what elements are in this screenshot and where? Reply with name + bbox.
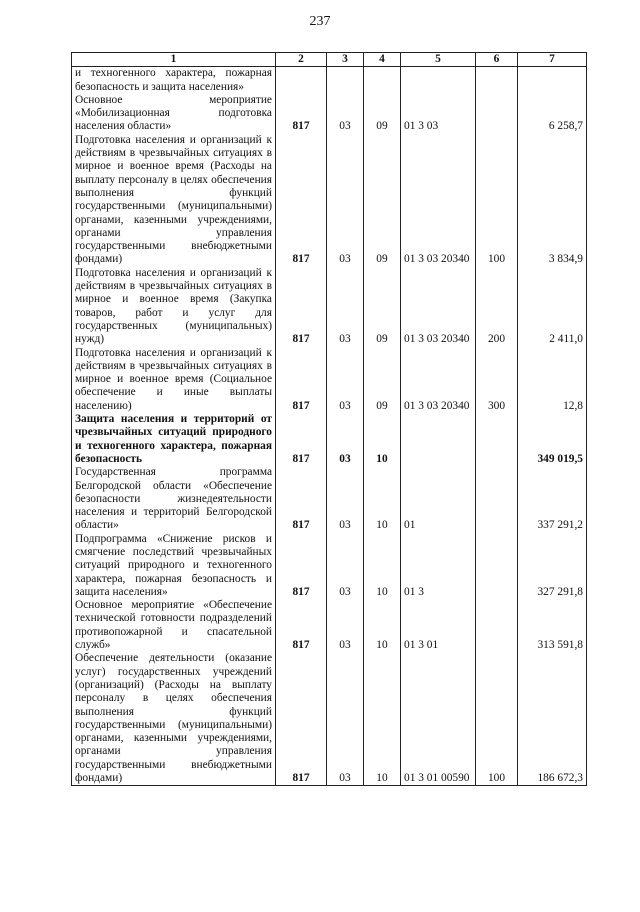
row-vr-cell [476, 413, 518, 466]
row-csr-cell: 01 3 [401, 533, 476, 599]
row-vr-cell [476, 67, 518, 94]
row-sum-cell: 2 411,0 [518, 267, 587, 347]
row-name-cell: Обеспечение деятельности (оказание услуг) государственных учреждений (организаций) (Расходы на выплату персоналу в целях обеспечения выполнения функций государственными (муниципальными) органами, казенными учреждениями, органами управления государственными внебюджетными фондами) [72, 652, 276, 785]
row-pr-cell: 10 [364, 599, 401, 652]
table-row [72, 94, 587, 134]
table-header-row [72, 53, 587, 67]
row-pr-cell: 10 [364, 466, 401, 532]
row-gr-cell: 817 [276, 134, 327, 267]
table-row [72, 67, 587, 94]
row-name-cell: Подготовка населения и организаций к действиям в чрезвычайных ситуациях в мирное и военное время (Закупка товаров, работ и услуг для государственных (муниципальных) нужд) [72, 267, 276, 347]
table-row [72, 533, 587, 599]
table-row [72, 267, 587, 347]
row-sum-cell: 327 291,8 [518, 533, 587, 599]
row-csr-cell: 01 3 03 20340 [401, 267, 476, 347]
row-pr-cell: 09 [364, 94, 401, 134]
row-pr-cell: 10 [364, 413, 401, 466]
table-row [72, 599, 587, 652]
row-rz-cell [327, 67, 364, 94]
column-header: 6 [476, 53, 518, 67]
row-rz-cell: 03 [327, 267, 364, 347]
row-gr-cell: 817 [276, 466, 327, 532]
page-number: 237 [309, 14, 331, 29]
row-csr-cell: 01 3 01 00590 [401, 652, 476, 785]
row-sum-cell: 313 591,8 [518, 599, 587, 652]
row-sum-cell [518, 67, 587, 94]
row-vr-cell: 200 [476, 267, 518, 347]
row-rz-cell: 03 [327, 347, 364, 413]
column-header: 1 [72, 53, 276, 67]
table-row [72, 413, 587, 466]
row-pr-cell [364, 67, 401, 94]
row-vr-cell: 100 [476, 652, 518, 785]
row-vr-cell: 100 [476, 134, 518, 267]
row-csr-cell: 01 [401, 466, 476, 532]
budget-table [71, 52, 587, 786]
row-name-cell: Государственная программа Белгородской области «Обеспечение безопасности жизнедеятельности населения и территорий Белгородской области» [72, 466, 276, 532]
row-csr-cell [401, 67, 476, 94]
row-sum-cell: 186 672,3 [518, 652, 587, 785]
table-row [72, 466, 587, 532]
row-vr-cell [476, 466, 518, 532]
row-sum-cell: 3 834,9 [518, 134, 587, 267]
column-header: 3 [327, 53, 364, 67]
table-row [72, 347, 587, 413]
row-vr-cell [476, 533, 518, 599]
row-rz-cell: 03 [327, 599, 364, 652]
row-vr-cell [476, 599, 518, 652]
row-name-cell: Защита населения и территорий от чрезвычайных ситуаций природного и техногенного характера, пожарная безопасность [72, 413, 276, 466]
row-sum-cell: 6 258,7 [518, 94, 587, 134]
row-name-cell: Основное мероприятие «Обеспечение технической готовности подразделений противопожарной и спасательной служб» [72, 599, 276, 652]
column-header: 4 [364, 53, 401, 67]
row-name-cell: Подготовка населения и организаций к действиям в чрезвычайных ситуациях в мирное и военное время (Социальное обеспечение и иные выплаты населению) [72, 347, 276, 413]
row-rz-cell: 03 [327, 413, 364, 466]
row-rz-cell: 03 [327, 652, 364, 785]
row-gr-cell: 817 [276, 599, 327, 652]
row-gr-cell: 817 [276, 652, 327, 785]
row-vr-cell: 300 [476, 347, 518, 413]
row-gr-cell [276, 67, 327, 94]
row-gr-cell: 817 [276, 413, 327, 466]
row-name-cell: Подготовка населения и организаций к действиям в чрезвычайных ситуациях в мирное и военное время (Расходы на выплату персоналу в целях обеспечения выполнения функций государственными (муниципальными) органами, казенными учреждениями, органами управления государственными внебюджетными фондами) [72, 134, 276, 267]
row-name-cell: Основное мероприятие «Мобилизационная подготовка населения области» [72, 94, 276, 134]
row-csr-cell [401, 413, 476, 466]
row-csr-cell: 01 3 03 [401, 94, 476, 134]
row-rz-cell: 03 [327, 533, 364, 599]
row-sum-cell: 349 019,5 [518, 413, 587, 466]
column-header: 2 [276, 53, 327, 67]
row-pr-cell: 10 [364, 652, 401, 785]
table-row [72, 134, 587, 267]
row-gr-cell: 817 [276, 533, 327, 599]
row-rz-cell: 03 [327, 134, 364, 267]
row-rz-cell: 03 [327, 466, 364, 532]
row-sum-cell: 337 291,2 [518, 466, 587, 532]
column-header: 7 [518, 53, 587, 67]
row-pr-cell: 09 [364, 134, 401, 267]
table-row [72, 652, 587, 785]
row-pr-cell: 09 [364, 347, 401, 413]
row-gr-cell: 817 [276, 94, 327, 134]
row-pr-cell: 10 [364, 533, 401, 599]
row-name-cell: и техногенного характера, пожарная безопасность и защита населения» [72, 67, 276, 94]
row-csr-cell: 01 3 03 20340 [401, 134, 476, 267]
row-gr-cell: 817 [276, 267, 327, 347]
row-name-cell: Подпрограмма «Снижение рисков и смягчение последствий чрезвычайных ситуаций природного и техногенного характера, пожарная безопасность и защита населения» [72, 533, 276, 599]
row-rz-cell: 03 [327, 94, 364, 134]
table-body [72, 67, 587, 786]
row-csr-cell: 01 3 03 20340 [401, 347, 476, 413]
row-sum-cell: 12,8 [518, 347, 587, 413]
column-header: 5 [401, 53, 476, 67]
row-vr-cell [476, 94, 518, 134]
row-gr-cell: 817 [276, 347, 327, 413]
row-csr-cell: 01 3 01 [401, 599, 476, 652]
row-pr-cell: 09 [364, 267, 401, 347]
